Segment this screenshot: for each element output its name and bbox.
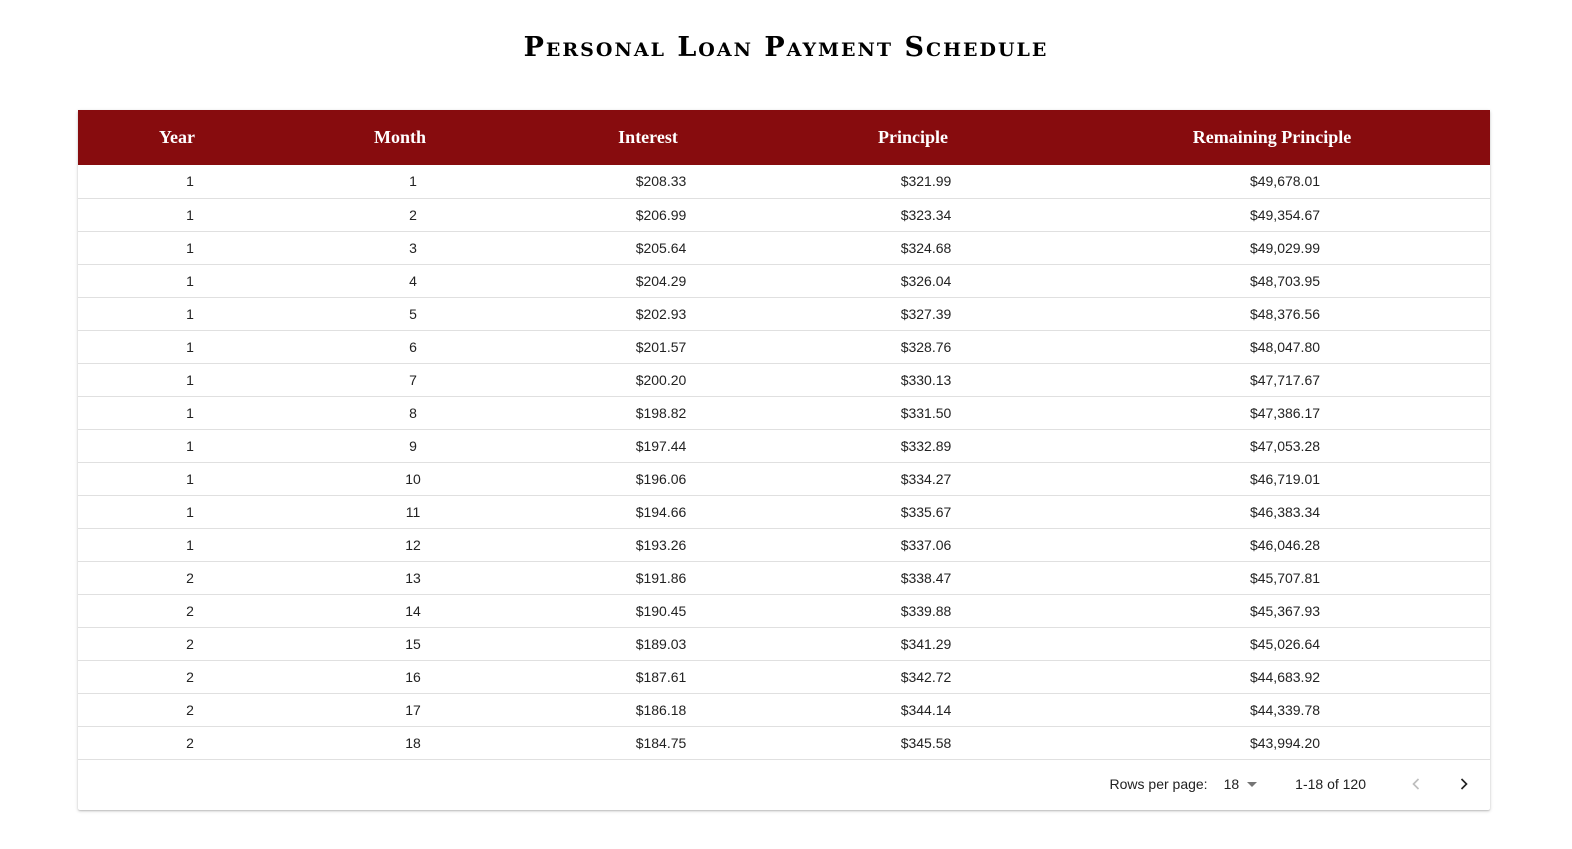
principle-cell: $338.47 xyxy=(772,561,1054,594)
year-cell: 1 xyxy=(78,231,276,264)
year-cell: 2 xyxy=(78,660,276,693)
month-cell: 1 xyxy=(276,165,524,198)
remaining-principle-cell: $43,994.20 xyxy=(1054,726,1490,759)
column-header-interest[interactable]: Interest xyxy=(618,127,678,147)
page-title: Personal Loan Payment Schedule xyxy=(523,32,1049,63)
table-row xyxy=(78,726,1490,759)
table-row xyxy=(78,495,1490,528)
interest-cell: $200.20 xyxy=(524,363,772,396)
remaining-principle-cell: $48,703.95 xyxy=(1054,264,1490,297)
interest-cell: $208.33 xyxy=(524,165,772,198)
interest-cell: $201.57 xyxy=(524,330,772,363)
remaining-principle-cell: $45,367.93 xyxy=(1054,594,1490,627)
interest-cell: $189.03 xyxy=(524,627,772,660)
table-row xyxy=(78,462,1490,495)
table-row xyxy=(78,561,1490,594)
year-cell: 1 xyxy=(78,429,276,462)
remaining-principle-cell: $47,717.67 xyxy=(1054,363,1490,396)
principle-cell: $341.29 xyxy=(772,627,1054,660)
column-header-remaining-principle[interactable]: Remaining Principle xyxy=(1192,127,1352,147)
month-cell: 4 xyxy=(276,264,524,297)
year-cell: 1 xyxy=(78,363,276,396)
rows-per-page-value: 18 xyxy=(1223,776,1240,792)
remaining-principle-cell: $48,376.56 xyxy=(1054,297,1490,330)
previous-page-button[interactable] xyxy=(1392,764,1440,804)
year-cell: 1 xyxy=(78,264,276,297)
remaining-principle-cell: $45,707.81 xyxy=(1054,561,1490,594)
remaining-principle-cell: $49,354.67 xyxy=(1054,198,1490,231)
remaining-principle-cell: $46,383.34 xyxy=(1054,495,1490,528)
interest-cell: $193.26 xyxy=(524,528,772,561)
remaining-principle-cell: $49,678.01 xyxy=(1054,165,1490,198)
remaining-principle-cell: $48,047.80 xyxy=(1054,330,1490,363)
next-page-button[interactable] xyxy=(1440,764,1488,804)
principle-cell: $334.27 xyxy=(772,462,1054,495)
year-cell: 1 xyxy=(78,198,276,231)
remaining-principle-cell: $45,026.64 xyxy=(1054,627,1490,660)
rows-per-page-label: Rows per page: xyxy=(1109,776,1208,792)
table-row xyxy=(78,231,1490,264)
dropdown-caret-icon xyxy=(1247,782,1257,787)
interest-cell: $206.99 xyxy=(524,198,772,231)
loan-schedule-table xyxy=(78,110,1490,810)
principle-cell: $330.13 xyxy=(772,363,1054,396)
table-row xyxy=(78,330,1490,363)
principle-cell: $332.89 xyxy=(772,429,1054,462)
interest-cell: $190.45 xyxy=(524,594,772,627)
interest-cell: $191.86 xyxy=(524,561,772,594)
month-cell: 15 xyxy=(276,627,524,660)
table-row xyxy=(78,429,1490,462)
year-cell: 2 xyxy=(78,594,276,627)
year-cell: 2 xyxy=(78,693,276,726)
month-cell: 12 xyxy=(276,528,524,561)
column-header-year[interactable]: Year xyxy=(159,127,195,147)
month-cell: 13 xyxy=(276,561,524,594)
remaining-principle-cell: $46,046.28 xyxy=(1054,528,1490,561)
year-cell: 1 xyxy=(78,528,276,561)
table-row xyxy=(78,396,1490,429)
month-cell: 5 xyxy=(276,297,524,330)
table-row xyxy=(78,660,1490,693)
principle-cell: $331.50 xyxy=(772,396,1054,429)
chevron-left-icon xyxy=(1406,774,1426,794)
year-cell: 2 xyxy=(78,561,276,594)
column-header-month[interactable]: Month xyxy=(373,127,426,147)
interest-cell: $197.44 xyxy=(524,429,772,462)
interest-cell: $196.06 xyxy=(524,462,772,495)
table-row xyxy=(78,594,1490,627)
table-row xyxy=(78,165,1490,198)
principle-cell: $335.67 xyxy=(772,495,1054,528)
principle-cell: $326.04 xyxy=(772,264,1054,297)
page-range-text: 1-18 of 120 xyxy=(1295,776,1366,792)
interest-cell: $204.29 xyxy=(524,264,772,297)
remaining-principle-cell: $47,386.17 xyxy=(1054,396,1490,429)
table-body xyxy=(78,165,1490,759)
month-cell: 16 xyxy=(276,660,524,693)
table-row xyxy=(78,693,1490,726)
interest-cell: $187.61 xyxy=(524,660,772,693)
column-header-principle[interactable]: Principle xyxy=(878,127,948,147)
principle-cell: $324.68 xyxy=(772,231,1054,264)
schedule-grid xyxy=(78,110,1490,760)
interest-cell: $205.64 xyxy=(524,231,772,264)
month-cell: 3 xyxy=(276,231,524,264)
remaining-principle-cell: $44,339.78 xyxy=(1054,693,1490,726)
month-cell: 6 xyxy=(276,330,524,363)
principle-cell: $321.99 xyxy=(772,165,1054,198)
remaining-principle-cell: $49,029.99 xyxy=(1054,231,1490,264)
year-cell: 1 xyxy=(78,165,276,198)
principle-cell: $345.58 xyxy=(772,726,1054,759)
interest-cell: $186.18 xyxy=(524,693,772,726)
table-row xyxy=(78,363,1490,396)
principle-cell: $342.72 xyxy=(772,660,1054,693)
interest-cell: $184.75 xyxy=(524,726,772,759)
year-cell: 1 xyxy=(78,462,276,495)
interest-cell: $194.66 xyxy=(524,495,772,528)
month-cell: 11 xyxy=(276,495,524,528)
interest-cell: $202.93 xyxy=(524,297,772,330)
chevron-right-icon xyxy=(1454,774,1474,794)
month-cell: 17 xyxy=(276,693,524,726)
remaining-principle-cell: $44,683.92 xyxy=(1054,660,1490,693)
month-cell: 9 xyxy=(276,429,524,462)
year-cell: 1 xyxy=(78,495,276,528)
month-cell: 7 xyxy=(276,363,524,396)
month-cell: 10 xyxy=(276,462,524,495)
pagination-bar xyxy=(78,758,1490,810)
table-header-row xyxy=(78,110,1490,165)
year-cell: 2 xyxy=(78,627,276,660)
year-cell: 1 xyxy=(78,330,276,363)
rows-per-page-select[interactable] xyxy=(1224,776,1258,792)
table-row xyxy=(78,264,1490,297)
year-cell: 1 xyxy=(78,396,276,429)
year-cell: 1 xyxy=(78,297,276,330)
year-cell: 2 xyxy=(78,726,276,759)
month-cell: 18 xyxy=(276,726,524,759)
table-row xyxy=(78,297,1490,330)
interest-cell: $198.82 xyxy=(524,396,772,429)
principle-cell: $344.14 xyxy=(772,693,1054,726)
table-row xyxy=(78,198,1490,231)
principle-cell: $339.88 xyxy=(772,594,1054,627)
month-cell: 2 xyxy=(276,198,524,231)
principle-cell: $337.06 xyxy=(772,528,1054,561)
principle-cell: $328.76 xyxy=(772,330,1054,363)
month-cell: 8 xyxy=(276,396,524,429)
remaining-principle-cell: $47,053.28 xyxy=(1054,429,1490,462)
table-row xyxy=(78,627,1490,660)
month-cell: 14 xyxy=(276,594,524,627)
principle-cell: $327.39 xyxy=(772,297,1054,330)
principle-cell: $323.34 xyxy=(772,198,1054,231)
remaining-principle-cell: $46,719.01 xyxy=(1054,462,1490,495)
table-row xyxy=(78,528,1490,561)
